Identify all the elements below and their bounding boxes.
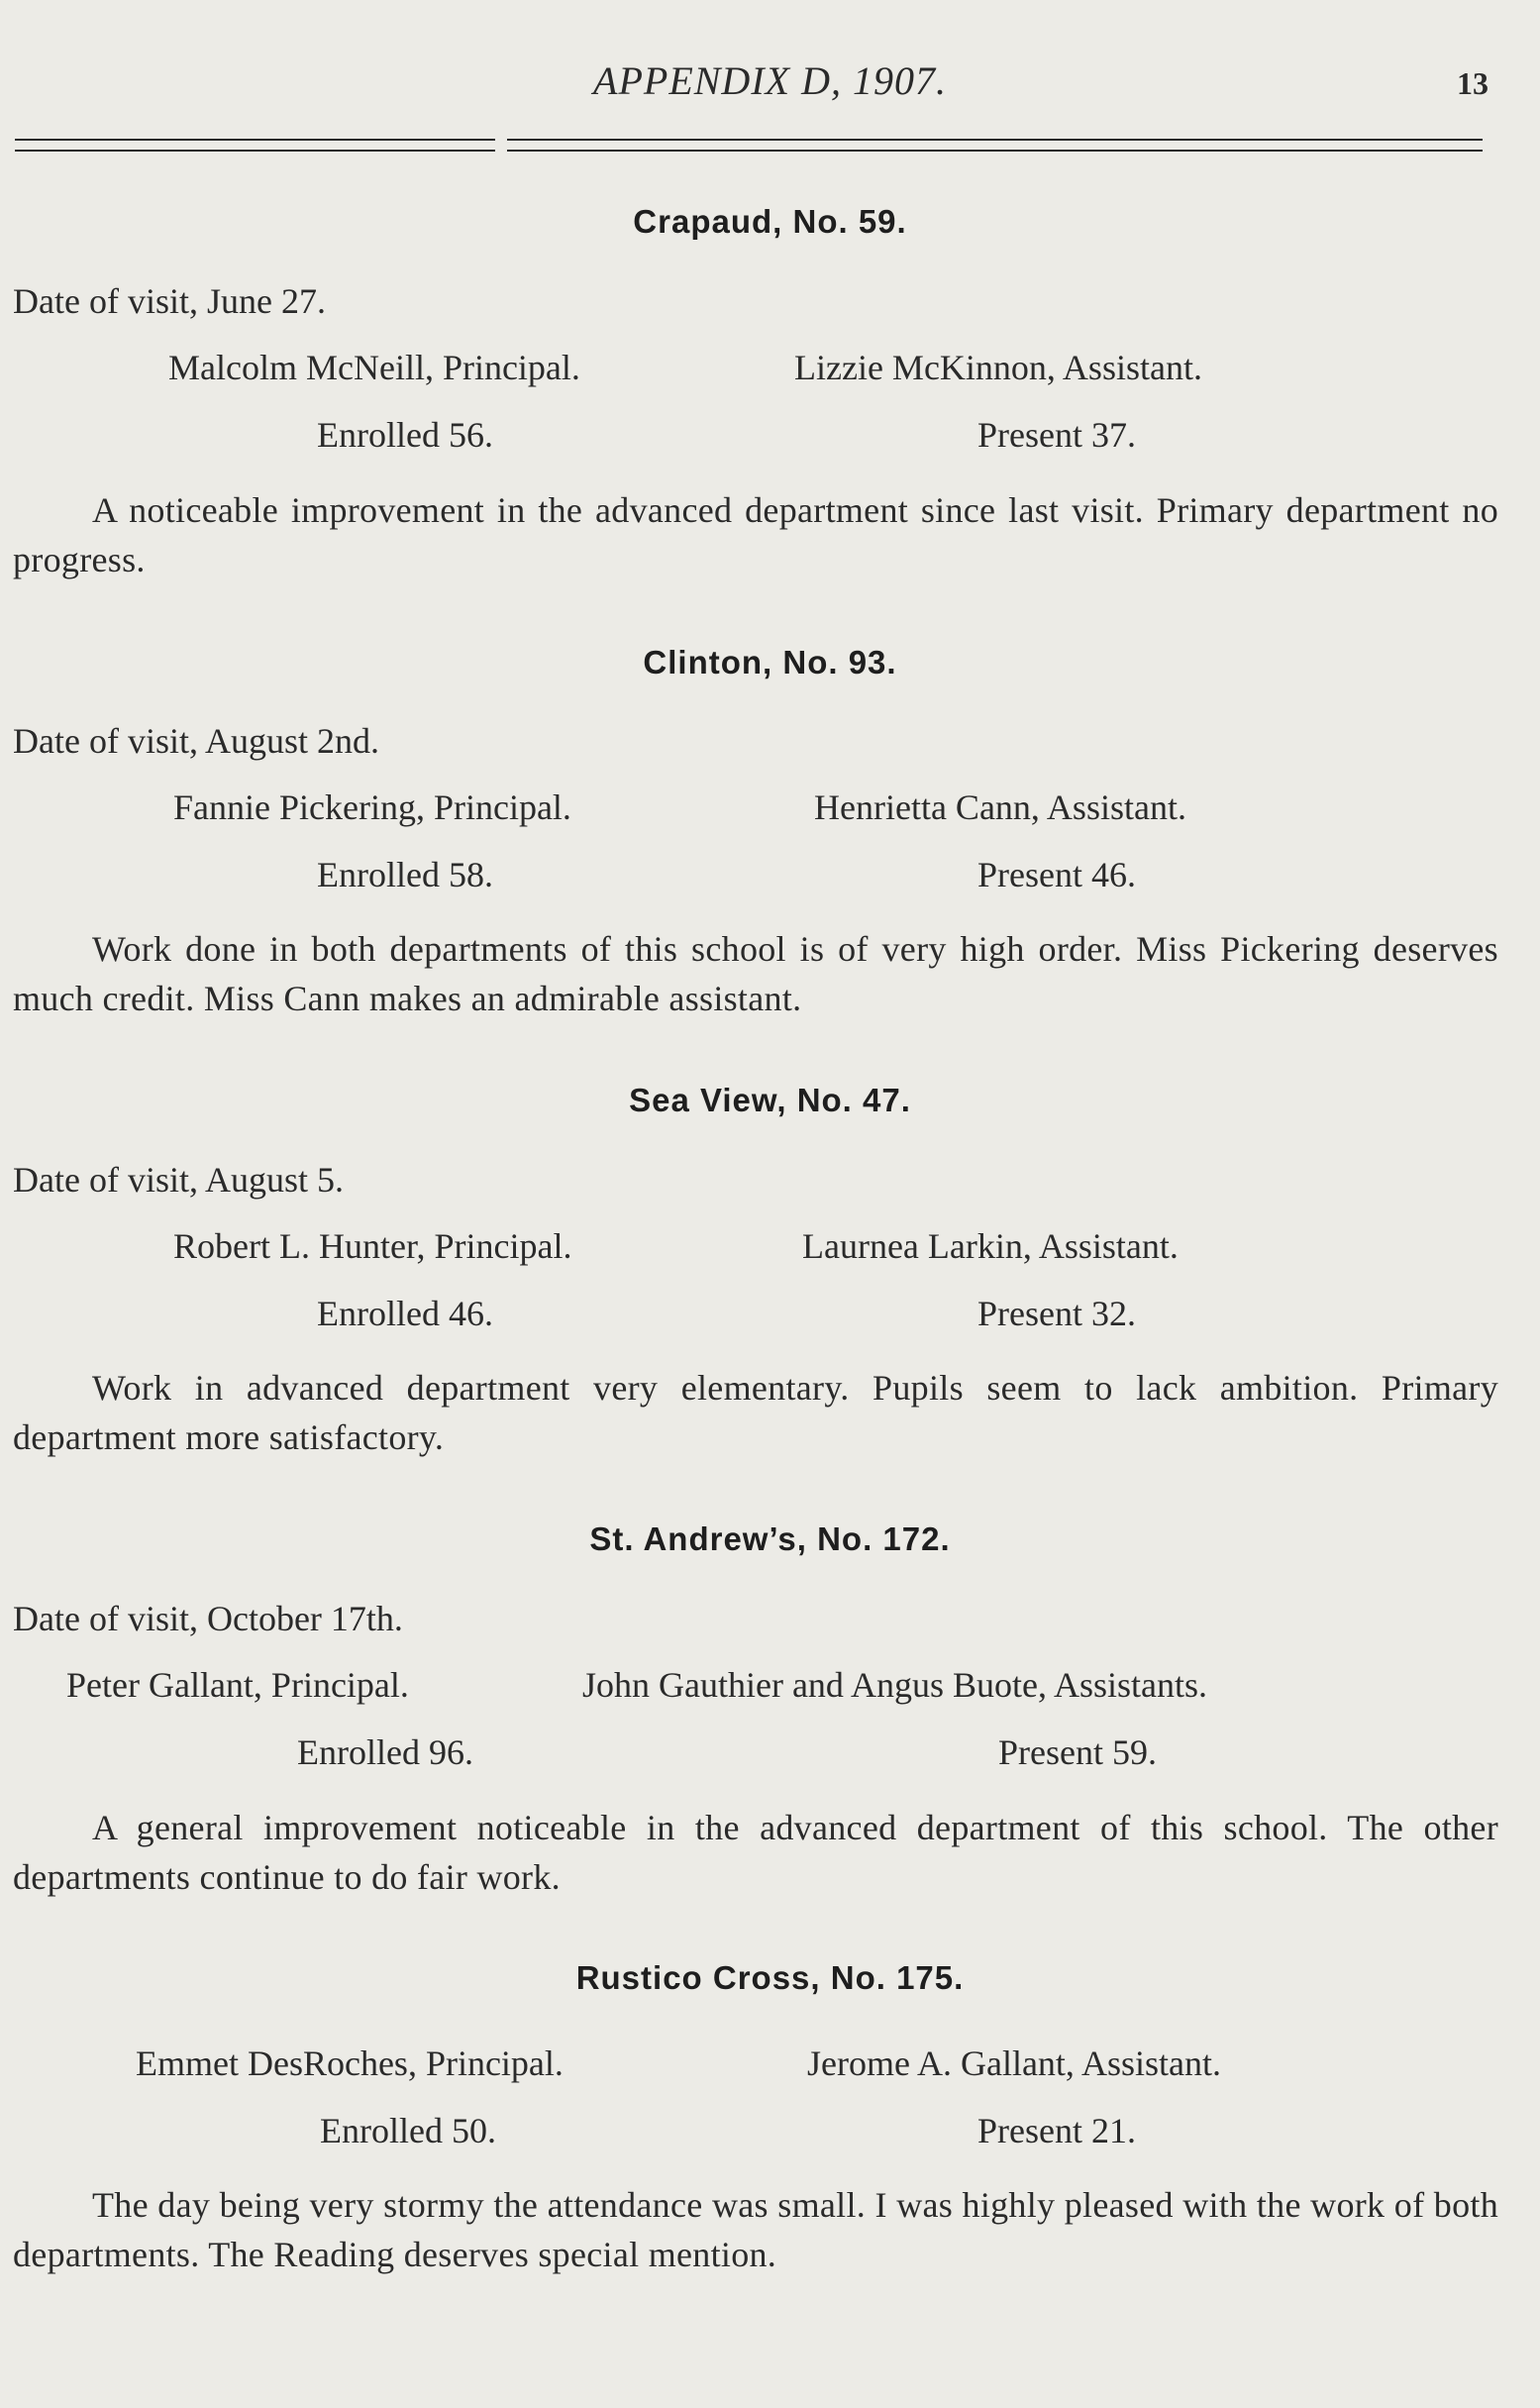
enrolled-count: Enrolled 96.: [297, 1732, 473, 1772]
assistant-name: Lizzie McKinnon, Assistant.: [794, 348, 1202, 387]
present-count: Present 46.: [977, 855, 1136, 894]
remarks-paragraph: Work done in both departments of this school is of very high order. Miss Pickering deserves much credit. Miss Cann makes an admirable assistant.: [13, 929, 1498, 1018]
present-count: Present 37.: [977, 415, 1136, 455]
assistant-name: Henrietta Cann, Assistant.: [814, 787, 1186, 827]
visit-date: Date of visit, October 17th.: [13, 1599, 403, 1638]
running-title: APPENDIX D, 1907.: [593, 58, 947, 103]
principal-name: Robert L. Hunter, Principal.: [173, 1226, 572, 1266]
page-header: [0, 57, 1540, 117]
principal-name: Malcolm McNeill, Principal.: [168, 348, 580, 387]
remarks-paragraph: A general improvement noticeable in the advanced department of this school. The other departments continue to do fair work.: [13, 1808, 1498, 1897]
school-heading: Rustico Cross, No. 175.: [575, 1959, 965, 1996]
visit-date: Date of visit, August 5.: [13, 1160, 344, 1200]
remarks-paragraph: Work in advanced department very elementary. Pupils seem to lack ambition. Primary department more satisfactory.: [13, 1368, 1498, 1457]
principal-name: Fannie Pickering, Principal.: [173, 787, 571, 827]
principal-name: Peter Gallant, Principal.: [66, 1665, 409, 1705]
school-heading: Sea View, No. 47.: [629, 1082, 911, 1118]
header-rule-left: [15, 139, 495, 152]
assistant-name: Jerome A. Gallant, Assistant.: [807, 2043, 1221, 2083]
assistant-name: Laurnea Larkin, Assistant.: [802, 1226, 1179, 1266]
present-count: Present 21.: [977, 2111, 1136, 2150]
assistant-name: John Gauthier and Angus Buote, Assistants.: [582, 1665, 1207, 1705]
remarks-paragraph: The day being very stormy the attendance was small. I was highly pleased with the work of both departments. The Reading deserves special mention.: [13, 2185, 1498, 2274]
enrolled-count: Enrolled 50.: [320, 2111, 496, 2150]
present-count: Present 59.: [998, 1732, 1157, 1772]
school-heading: Clinton, No. 93.: [643, 644, 897, 681]
enrolled-count: Enrolled 58.: [317, 855, 493, 894]
school-heading: St. Andrew’s, No. 172.: [589, 1520, 951, 1557]
visit-date: Date of visit, June 27.: [13, 281, 326, 321]
enrolled-count: Enrolled 46.: [317, 1294, 493, 1333]
present-count: Present 32.: [977, 1294, 1136, 1333]
page-number: 13: [1457, 65, 1489, 101]
remarks-paragraph: A noticeable improvement in the advanced department since last visit. Primary department no progress.: [13, 490, 1498, 579]
principal-name: Emmet DesRoches, Principal.: [136, 2043, 564, 2083]
header-rule-right: [507, 139, 1483, 152]
enrolled-count: Enrolled 56.: [317, 415, 493, 455]
school-heading: Crapaud, No. 59.: [633, 203, 907, 240]
visit-date: Date of visit, August 2nd.: [13, 721, 379, 761]
